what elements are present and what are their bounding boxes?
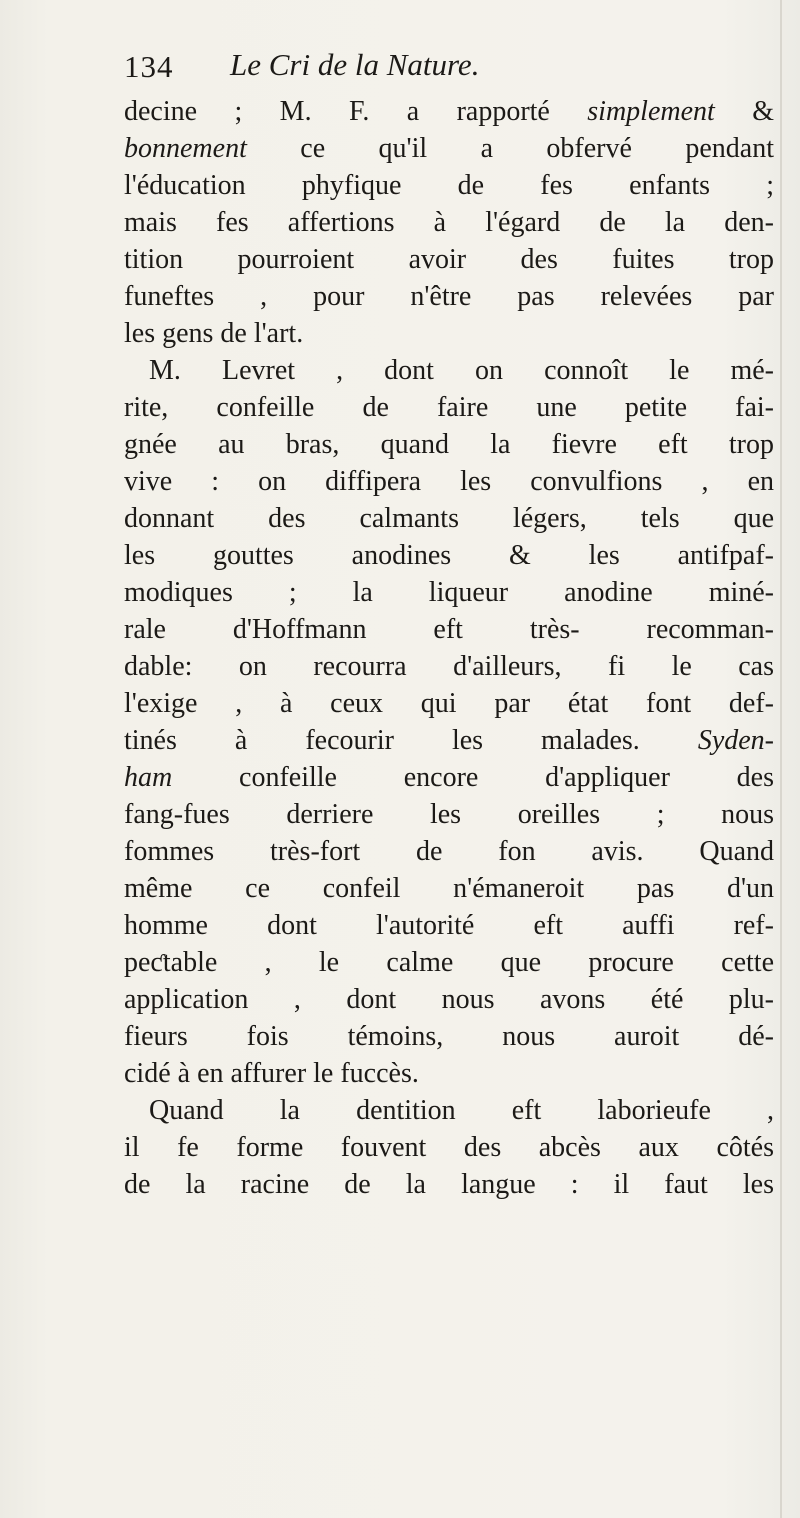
- paragraph-start: Quand la dentition eft laborieufe ,: [149, 1095, 774, 1126]
- text-segment: confeille encore d'appliquer des: [239, 762, 774, 793]
- text-line: fang-fues derriere les oreilles ; nous: [124, 799, 774, 830]
- text-line: gnée au bras, quand la fievre eft trop: [124, 429, 774, 460]
- text-line: l'éducation phyfique de fes enfants ;: [124, 170, 774, 201]
- text-line: de la racine de la langue : il faut les: [124, 1169, 774, 1200]
- text-line: les gouttes anodines & les antifpaf-: [124, 540, 774, 571]
- text-line: [124, 93, 774, 130]
- running-title: Le Cri de la Nature.: [230, 47, 480, 82]
- text-line: funeftes , pour n'être pas relevées par: [124, 281, 774, 312]
- text-line: modiques ; la liqueur anodine miné-: [124, 577, 774, 608]
- italic-text: simplement: [587, 96, 715, 127]
- text-line: même ce confeil n'émaneroit pas d'un: [124, 873, 774, 904]
- text-line: l'exige , à ceux qui par état font def-: [124, 688, 774, 719]
- text-segment: &: [752, 96, 775, 127]
- italic-text: bonnement: [124, 133, 247, 164]
- text-segment: ce qu'il a obfervé pendant: [300, 133, 774, 164]
- text-line: vive : on diffipera les convulfions , en: [124, 466, 774, 497]
- text-line: application , dont nous avons été plu-: [124, 984, 774, 1015]
- text-line: dable: on recourra d'ailleurs, fi le cas: [124, 651, 774, 682]
- page-header: [124, 47, 684, 87]
- text-line: [124, 130, 774, 167]
- text-line: les gens de l'art.: [124, 318, 304, 349]
- text-line: rale d'Hoffmann eft très- recomman-: [124, 614, 774, 645]
- text-line: [124, 759, 774, 796]
- page-number: 134: [124, 49, 174, 84]
- text-segment: decine ; M. F. a rapporté: [124, 96, 550, 127]
- body-text: [124, 93, 774, 1203]
- italic-text: ham: [124, 762, 173, 793]
- text-segment: tinés à fecourir les malades.: [124, 725, 640, 756]
- text-line: il fe forme fouvent des abcès aux côtés: [124, 1132, 774, 1163]
- text-line: rite, confeille de faire une petite fai-: [124, 392, 774, 423]
- text-line: tition pourroient avoir des fuites trop: [124, 244, 774, 275]
- italic-text: Syden-: [697, 725, 775, 756]
- text-line: [124, 722, 774, 759]
- text-line: donnant des calmants légers, tels que: [124, 503, 774, 534]
- paragraph-start: M. Levret , dont on connoît le mé-: [149, 355, 774, 386]
- text-line: mais fes affertions à l'égard de la den-: [124, 207, 774, 238]
- text-line: fommes très-fort de fon avis. Quand: [124, 836, 774, 867]
- text-line: fieurs fois témoins, nous auroit dé-: [124, 1021, 774, 1052]
- text-line: homme dont l'autorité eft auffi ref-: [124, 910, 774, 941]
- page-edge: [780, 0, 782, 1518]
- text-line: cidé à en affurer le fuccès.: [124, 1058, 419, 1089]
- text-line: peƈtable , le calme que procure cette: [124, 947, 774, 978]
